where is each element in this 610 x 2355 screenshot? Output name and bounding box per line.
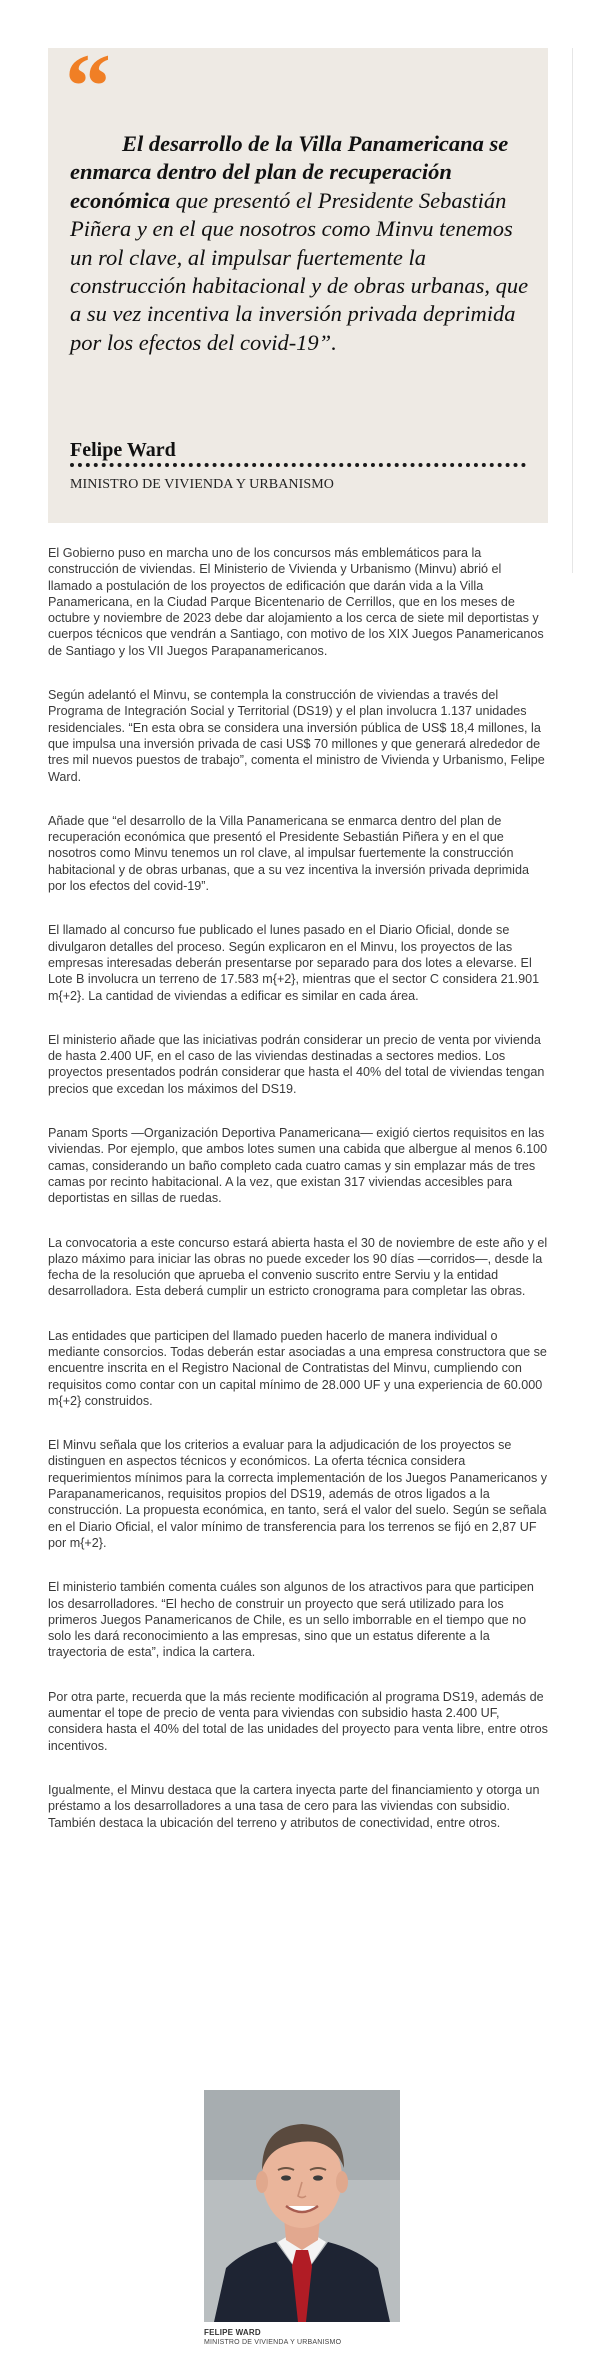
article-paragraph: Añade que “el desarrollo de la Villa Panamericana se enmarca dentro del plan de recuperación económica que presentó el Presidente Sebastián Piñera y en el que nosotros como Minvu tenemos un rol clave, al impulsar fuertemente la construcción habitacional y de obras urbanas, que a su vez incentiva la inversión privada deprimida por los efectos del covid-19”. xyxy=(48,813,529,894)
article-paragraph: Por otra parte, recuerda que la más reciente modificación al programa DS19, además de aumentar el tope de precio de venta para viviendas con subsidio hasta 2.400 UF, considera hasta el 40% del total de las unidades del proyecto para venta libre, entre otros incentivos. xyxy=(48,1689,548,1753)
article-paragraph: Igualmente, el Minvu destaca que la cartera inyecta parte del financiamiento y otorga un préstamo a los desarrolladores a una tasa de cero para las viviendas con subsidio. También destaca la ubicación del terreno y atributos de conectividad, entre otros. xyxy=(48,1782,540,1830)
article-paragraph: El Gobierno puso en marcha uno de los concursos más emblemáticos para la construcción de viviendas. El Ministerio de Vivienda y Urbanismo (Minvu) abrió el llamado a postulación de los proyectos de edificación que darán vida a la Villa Panamericana, en la Ciudad Parque Bicentenario de Cerrillos, que en los meses de octubre y noviembre de 2023 debe dar alojamiento a los cerca de siete mil deportistas y cuerpos técnicos que vendrán a Santiago, con motivo de los XIX Juegos Panamericanos de Santiago y los VII Juegos Parapanamericanos. xyxy=(48,546,544,658)
article-paragraph: El ministerio también comenta cuáles son algunos de los atractivos para que participen los desarrolladores. “El hecho de construir un proyecto que será utilizado para los primeros Juegos Panamericanos de Chile, es un sello imborrable en el tiempo que no solo les dará reconocimiento a las empresas, sino que un estatus diferente a la trayectoria de esta”, indica la cartera. xyxy=(48,1580,534,1660)
dotted-divider xyxy=(70,463,526,467)
portrait-photo xyxy=(204,2090,400,2322)
article-body xyxy=(48,545,548,1859)
pull-quote xyxy=(48,35,548,523)
quote-mark-icon: “ xyxy=(65,35,111,137)
quote-author-role: MINISTRO DE VIVIENDA Y URBANISMO xyxy=(70,477,335,492)
article-paragraph: El ministerio añade que las iniciativas podrán considerar un precio de venta por vivienda de hasta 2.400 UF, en el caso de las viviendas destinadas a sectores medios. Los proyectos presentados podrán considerar que hasta el 40% del total de viviendas tengan precios que excedan los máximos del DS19. xyxy=(48,1032,545,1096)
photo-caption-role: MINISTRO DE VIVIENDA Y URBANISMO xyxy=(204,2339,342,2346)
portrait-illustration-icon xyxy=(204,2090,400,2322)
quote-bold-text: El desarrollo de la Villa Panamericana se enmarca dentro del plan de recuperación económica xyxy=(70,131,509,213)
quote-author-name: Felipe Ward xyxy=(70,439,176,461)
article-paragraph: Panam Sports —Organización Deportiva Panamericana— exigió ciertos requisitos en las viviendas. Por ejemplo, que ambos lotes sumen una cabida que albergue al menos 6.100 camas, considerando un baño completo cada cuatro camas y sin emplazar más de tres camas por recinto habitacional. A la vez, que existan 317 viviendas accesibles para deportistas en sillas de ruedas. xyxy=(48,1126,548,1206)
article-paragraph: Según adelantó el Minvu, se contempla la construcción de viviendas a través del Programa de Integración Social y Territorial (DS19) y el plan involucra 1.137 unidades residenciales. “En esta obra se considera una inversión pública de US$ 18,4 millones, la que impulsa una inversión privada de casi US$ 70 millones y que generará alrededor de tres mil nuevos puestos de trabajo”, comenta el ministro de Vivienda y Urbanismo, Felipe Ward. xyxy=(48,688,545,784)
article-paragraph: La convocatoria a este concurso estará abierta hasta el 30 de noviembre de este año y el plazo máximo para iniciar las obras no puede exceder los 90 días —corridos—, desde la fecha de la resolución que aprueba el convenio suscrito entre Serviu y la entidad desarrolladora. Esta deberá cumplir un estricto cronograma para completar las obras. xyxy=(48,1235,548,1299)
quote-text xyxy=(70,130,540,357)
article-paragraph: El llamado al concurso fue publicado el lunes pasado en el Diario Oficial, donde se divulgaron detalles del proceso. Según explicaron en el Minvu, los proyectos de las empresas interesadas deberán presentarse por separado para dos lotes a elevarse. El Lote B involucra un terreno de 17.583 m{+2}, mientras que el sector C considera 21.901 m{+2}. La cantidad de viviendas a edificar es similar en cada área. xyxy=(48,923,540,1003)
article-paragraph: El Minvu señala que los criterios a evaluar para la adjudicación de los proyectos se distinguen en aspectos técnicos y económicos. La oferta técnica considera requerimientos mínimos para la correcta implementación de los Juegos Panamericanos y Parapanamericanos, requisitos propios del DS19, además de otros ligados a la construcción. La propuesta económica, en tanto, será el valor del suelo. Según se señala en el Diario Oficial, el valor mínimo de transferencia para los terrenos se fijó en 2,87 UF por m{+2}. xyxy=(48,1438,548,1550)
photo-caption-name: FELIPE WARD xyxy=(204,2328,261,2337)
article-paragraph: Las entidades que participen del llamado pueden hacerlo de manera individual o mediante consorcios. Todas deberán estar asociadas a una empresa constructora que se encuentre inscrita en el Registro Nacional de Contratistas del Minvu, cumpliendo con requisitos como contar con un capital mínimo de 28.000 UF y una experiencia de 60.000 m{+2} construidos. xyxy=(48,1328,547,1408)
column-divider xyxy=(572,48,573,573)
portrait-figure xyxy=(204,2090,400,2347)
quote-rest-text: que presentó el Presidente Sebastián Piñera y en el que nosotros como Minvu tenemos un rol clave, al impulsar fuertemente la construcción habitacional y de obras urbanas, que a su vez incentiva la inversión privada deprimida por los efectos del covid-19”. xyxy=(70,187,529,355)
